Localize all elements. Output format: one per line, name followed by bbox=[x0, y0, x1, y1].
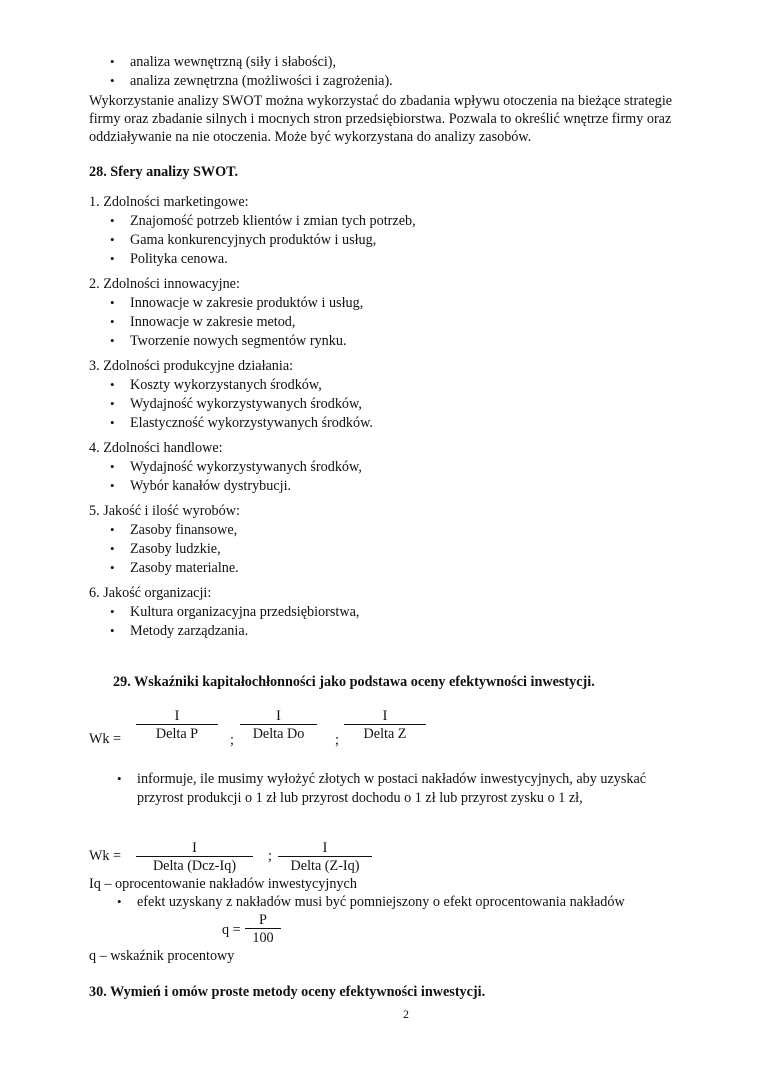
group-item: • Innowacje w zakresie produktów i usług, bbox=[130, 295, 363, 312]
fraction-denominator: Delta Do bbox=[252, 726, 305, 742]
formula-separator: ; bbox=[230, 732, 234, 748]
group-item: • Gama konkurencyjnych produktów i usług, bbox=[130, 232, 376, 249]
group-item: • Zasoby finansowe, bbox=[130, 522, 237, 539]
fraction-denominator: Delta (Dcz-Iq) bbox=[152, 858, 237, 874]
info-bullet: • informuje, ile musimy wyłożyć złotych w postaci nakładów inwestycyjnych, aby uzyskać bbox=[137, 771, 646, 788]
group-title: 4. Zdolności handlowe: bbox=[89, 440, 223, 456]
group-title: 2. Zdolności innowacyjne: bbox=[89, 276, 240, 292]
group-item: • Znajomość potrzeb klientów i zmian tych potrzeb, bbox=[130, 213, 416, 230]
section-29-heading: 29. Wskaźniki kapitałochłonności jako podstawa oceny efektywności inwestycji. bbox=[113, 674, 595, 690]
iq-definition: Iq – oprocentowanie nakładów inwestycyjnych bbox=[89, 876, 357, 892]
fraction bbox=[278, 840, 372, 875]
fraction-numerator: I bbox=[136, 708, 218, 725]
group-item: • Innowacje w zakresie metod, bbox=[130, 314, 295, 331]
fraction-denominator: Delta Z bbox=[363, 726, 407, 742]
group-title: 3. Zdolności produkcyjne działania: bbox=[89, 358, 294, 374]
fraction-numerator: I bbox=[240, 708, 317, 725]
fraction bbox=[136, 708, 218, 743]
fraction bbox=[344, 708, 426, 743]
section-30-heading: 30. Wymień i omów proste metody oceny efektywności inwestycji. bbox=[89, 984, 486, 1000]
fraction-denominator: Delta P bbox=[155, 726, 199, 742]
fraction-denominator: 100 bbox=[252, 930, 274, 946]
page-number: 2 bbox=[403, 1007, 409, 1021]
formula-separator: ; bbox=[268, 848, 272, 864]
intro-bullet: • analiza zewnętrzna (możliwości i zagrożenia). bbox=[130, 73, 393, 90]
group-item: • Zasoby ludzkie, bbox=[130, 541, 221, 558]
fraction-denominator: Delta (Z-Iq) bbox=[290, 858, 360, 874]
group-item: • Koszty wykorzystanych środków, bbox=[130, 377, 322, 394]
effect-bullet: • efekt uzyskany z nakładów musi być pomniejszony o efekt oprocentowania nakładów bbox=[137, 894, 625, 911]
fraction bbox=[136, 840, 253, 875]
group-title: 1. Zdolności marketingowe: bbox=[89, 194, 249, 210]
fraction bbox=[240, 708, 317, 743]
group-item: • Kultura organizacyjna przedsiębiorstwa, bbox=[130, 604, 359, 621]
group-item: • Wydajność wykorzystywanych środków, bbox=[130, 396, 362, 413]
group-title: 6. Jakość organizacji: bbox=[89, 585, 212, 601]
wk-label: Wk = bbox=[89, 731, 122, 747]
group-item: • Elastyczność wykorzystywanych środków. bbox=[130, 415, 373, 432]
intro-bullet: • analiza wewnętrzną (siły i słabości), bbox=[130, 54, 336, 71]
group-item: • Wydajność wykorzystywanych środków, bbox=[130, 459, 362, 476]
fraction-numerator: I bbox=[344, 708, 426, 725]
group-item: • Tworzenie nowych segmentów rynku. bbox=[130, 333, 347, 350]
group-item: • Metody zarządzania. bbox=[130, 623, 248, 640]
fraction bbox=[245, 912, 281, 947]
group-item: • Zasoby materialne. bbox=[130, 560, 239, 577]
fraction-numerator: P bbox=[245, 912, 281, 929]
intro-paragraph-line: oddziaływanie na nie otoczenia. Może być wykorzystana do analizy zasobów. bbox=[89, 129, 532, 145]
group-item: • Wybór kanałów dystrybucji. bbox=[130, 478, 291, 495]
formula-separator: ; bbox=[335, 732, 339, 748]
q-definition: q – wskaźnik procentowy bbox=[89, 948, 235, 964]
group-title: 5. Jakość i ilość wyrobów: bbox=[89, 503, 240, 519]
intro-paragraph-line: firmy oraz zbadanie silnych i mocnych stron przedsiębiorstwa. Pozwala to określić wnętrze firmy oraz bbox=[89, 111, 672, 127]
info-bullet-continuation: przyrost produkcji o 1 zł lub przyrost dochodu o 1 zł lub przyrost zysku o 1 zł, bbox=[137, 790, 583, 806]
wk-label: Wk = bbox=[89, 848, 122, 864]
fraction-numerator: I bbox=[136, 840, 253, 857]
fraction-numerator: I bbox=[278, 840, 372, 857]
intro-paragraph-line: Wykorzystanie analizy SWOT można wykorzystać do zbadania wpływu otoczenia na bieżące strategie bbox=[89, 93, 673, 109]
q-label: q = bbox=[222, 922, 241, 938]
section-28-heading: 28. Sfery analizy SWOT. bbox=[89, 164, 239, 180]
group-item: • Polityka cenowa. bbox=[130, 251, 228, 268]
